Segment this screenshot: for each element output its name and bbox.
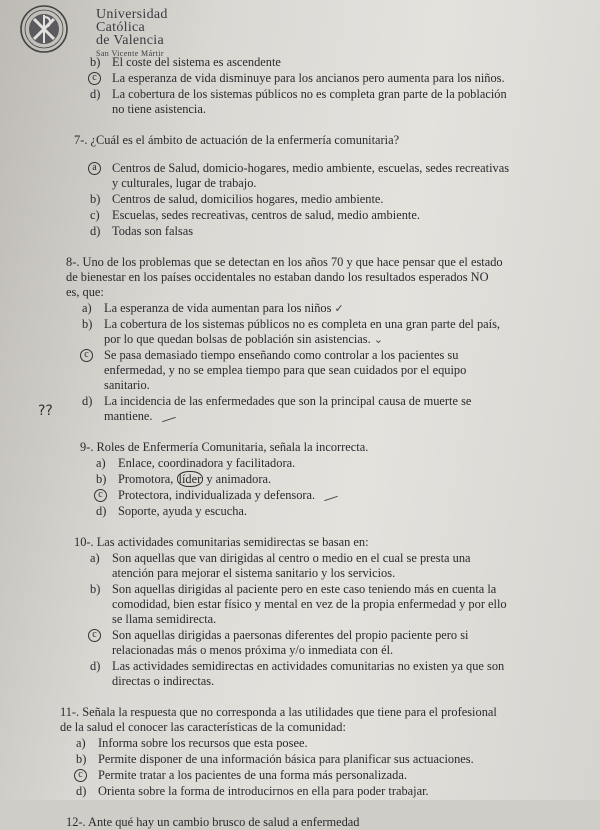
handwritten-question-marks: ?? xyxy=(38,403,53,419)
q11-option-b xyxy=(60,752,590,767)
q10-option-d xyxy=(74,659,590,689)
option-text: Promotora, xyxy=(118,472,174,486)
option-letter: d) xyxy=(96,504,107,518)
circled-answer-mark: c xyxy=(80,349,93,362)
q10-option-b xyxy=(74,582,590,627)
option-text: El coste del sistema es ascendente xyxy=(112,55,281,69)
option-text: La esperanza de vida disminuye para los ancianos pero aumenta para los niños. xyxy=(112,71,505,85)
option-text: relacionadas más o menos próxima y/o inmediata con él. xyxy=(112,643,394,657)
option-text: Se pasa demasiado tiempo enseñando como controlar a los pacientes su xyxy=(104,348,459,362)
tick-mark-icon: ⌄ xyxy=(373,333,384,346)
option-text: Las actividades semidirectas en actividades comunitarias no existen ya que son xyxy=(112,659,505,673)
option-letter: a) xyxy=(82,301,92,315)
question-text: de bienestar en los países occidentales no estaban dando los resultados esperados NO xyxy=(66,270,489,284)
q7-option-b xyxy=(74,192,590,207)
circled-answer-mark: c xyxy=(94,489,107,502)
option-text: se llama semidirecta. xyxy=(112,612,217,626)
q9-option-a xyxy=(80,456,590,471)
check-mark-icon: ✓ xyxy=(334,302,344,315)
question-text: 12-. Ante qué hay un cambio brusco de salud a enfermedad xyxy=(66,815,360,829)
university-name-line3: de Valencia xyxy=(96,33,164,48)
circled-answer-mark: c xyxy=(74,769,87,782)
option-text: Enlace, coordinadora y facilitadora. xyxy=(118,456,296,470)
option-text: Soporte, ayuda y escucha. xyxy=(118,504,248,518)
option-text: Centros de salud, domicilios hogares, medio ambiente. xyxy=(112,192,384,206)
pen-stroke-icon xyxy=(162,417,176,422)
question-text: de la salud el conocer las características de la comunidad: xyxy=(60,720,346,734)
q7-option-d xyxy=(74,224,590,239)
q8-option-a xyxy=(66,301,590,316)
q6-option-d xyxy=(74,87,590,117)
option-text: y animadora. xyxy=(206,472,272,486)
q7-option-c xyxy=(74,208,590,223)
option-letter: d) xyxy=(82,394,93,408)
university-name xyxy=(96,8,168,60)
option-letter: b) xyxy=(90,192,101,206)
option-text: La incidencia de las enfermedades que son la principal causa de muerte se xyxy=(104,394,472,408)
option-text: Informa sobre los recursos que esta posee. xyxy=(98,736,308,750)
option-letter: b) xyxy=(96,472,107,486)
question-text: 7-. ¿Cuál es el ámbito de actuación de la enfermería comunitaria? xyxy=(74,133,400,147)
option-text: directas o indirectas. xyxy=(112,674,215,688)
option-text: y culturales, lugar de trabajo. xyxy=(112,176,257,190)
question-7 xyxy=(60,133,590,239)
option-letter: a) xyxy=(76,736,86,750)
q9-option-d xyxy=(80,504,590,519)
circled-answer-mark: a xyxy=(88,162,101,175)
circled-word: líder xyxy=(178,472,202,486)
option-letter: d) xyxy=(90,87,101,101)
question-11 xyxy=(60,705,590,799)
option-text: atención para mejorar el sistema sanitario y los servicios. xyxy=(112,566,396,580)
option-letter: a) xyxy=(96,456,106,470)
question-12 xyxy=(60,815,590,830)
option-letter: d) xyxy=(76,784,87,798)
q8-option-b xyxy=(66,317,590,347)
option-text: Son aquellas dirigidas al paciente pero en este caso teniendo más en cuenta la xyxy=(112,582,497,596)
option-text: no tiene asistencia. xyxy=(112,102,206,116)
question-10 xyxy=(60,535,590,689)
option-text: Permite tratar a los pacientes de una forma más personalizada. xyxy=(98,768,407,782)
question-text: 9-. Roles de Enfermería Comunitaria, señala la incorrecta. xyxy=(80,440,369,454)
q6-option-c xyxy=(74,71,590,86)
option-text: Escuelas, sedes recreativas, centros de salud, medio ambiente. xyxy=(112,208,420,222)
q11-option-d xyxy=(60,784,590,799)
question-text: 8-. Uno de los problemas que se detectan en los años 70 y que hace pensar que el estado xyxy=(66,255,503,269)
option-text: comodidad, bien estar físico y mental en vez de la propia enfermedad y por ello xyxy=(112,597,507,611)
q6-option-b xyxy=(74,55,590,70)
option-letter: b) xyxy=(82,317,93,331)
pen-stroke-icon xyxy=(324,496,338,501)
option-text: La cobertura de los sistemas públicos no es completa gran parte de la población xyxy=(112,87,507,101)
circled-answer-mark: c xyxy=(88,629,101,642)
option-text: Todas son falsas xyxy=(112,224,194,238)
q8-option-d xyxy=(66,394,590,424)
option-text: Centros de Salud, domicio-hogares, medio ambiente, escuelas, sedes recreativas xyxy=(112,161,510,175)
q9-option-c xyxy=(80,488,590,503)
option-letter: c) xyxy=(90,208,100,222)
option-letter: d) xyxy=(90,224,101,238)
option-text: sanitario. xyxy=(104,378,150,392)
q10-option-c xyxy=(74,628,590,658)
option-text: Son aquellas que van dirigidas al centro o medio en el cual se presta una xyxy=(112,551,471,565)
q11-option-a xyxy=(60,736,590,751)
university-name-line1: Universidad xyxy=(96,7,168,22)
question-8 xyxy=(60,255,590,424)
option-text: enfermedad, y no se emplea tiempo para que sean cuidados por el equipo xyxy=(104,363,467,377)
option-text: Orienta sobre la forma de introducirnos en ella para poder trabajar. xyxy=(98,784,429,798)
question-6 xyxy=(60,55,590,117)
option-text: La esperanza de vida aumentan para los niños xyxy=(104,301,332,315)
question-text: 10-. Las actividades comunitarias semidirectas se basan en: xyxy=(74,535,369,549)
option-text: mantiene. xyxy=(104,409,153,423)
q11-option-c xyxy=(60,768,590,783)
option-letter: b) xyxy=(90,582,101,596)
q8-option-c xyxy=(66,348,590,393)
option-letter: a) xyxy=(90,551,100,565)
university-name-line4: San Vicente Mártir xyxy=(96,49,164,58)
option-text: Protectora, individualizada y defensora. xyxy=(118,488,316,502)
question-text: es, que: xyxy=(66,285,104,299)
circled-answer-mark: c xyxy=(88,72,101,85)
option-text: La cobertura de los sistemas públicos no es completa en una gran parte del país, xyxy=(104,317,501,331)
question-text: 11-. Señala la respuesta que no corresponda a las utilidades que tiene para el profesional xyxy=(60,705,497,719)
q9-option-b xyxy=(80,472,590,487)
option-letter: d) xyxy=(90,659,101,673)
exam-content xyxy=(60,54,590,830)
university-seal-icon xyxy=(16,4,90,54)
option-text: Permite disponer de una información básica para planificar sus actuaciones. xyxy=(98,752,474,766)
option-letter: b) xyxy=(76,752,87,766)
option-text: por lo que quedan bolsas de población sin asistencias. xyxy=(104,332,371,346)
option-letter: b) xyxy=(90,55,101,69)
question-9 xyxy=(60,440,590,519)
university-name-line2: Católica xyxy=(96,20,146,35)
q7-option-a xyxy=(74,161,590,191)
option-text: Son aquellas dirigidas a paersonas diferentes del propio paciente pero si xyxy=(112,628,469,642)
q10-option-a xyxy=(74,551,590,581)
university-header xyxy=(16,4,216,56)
